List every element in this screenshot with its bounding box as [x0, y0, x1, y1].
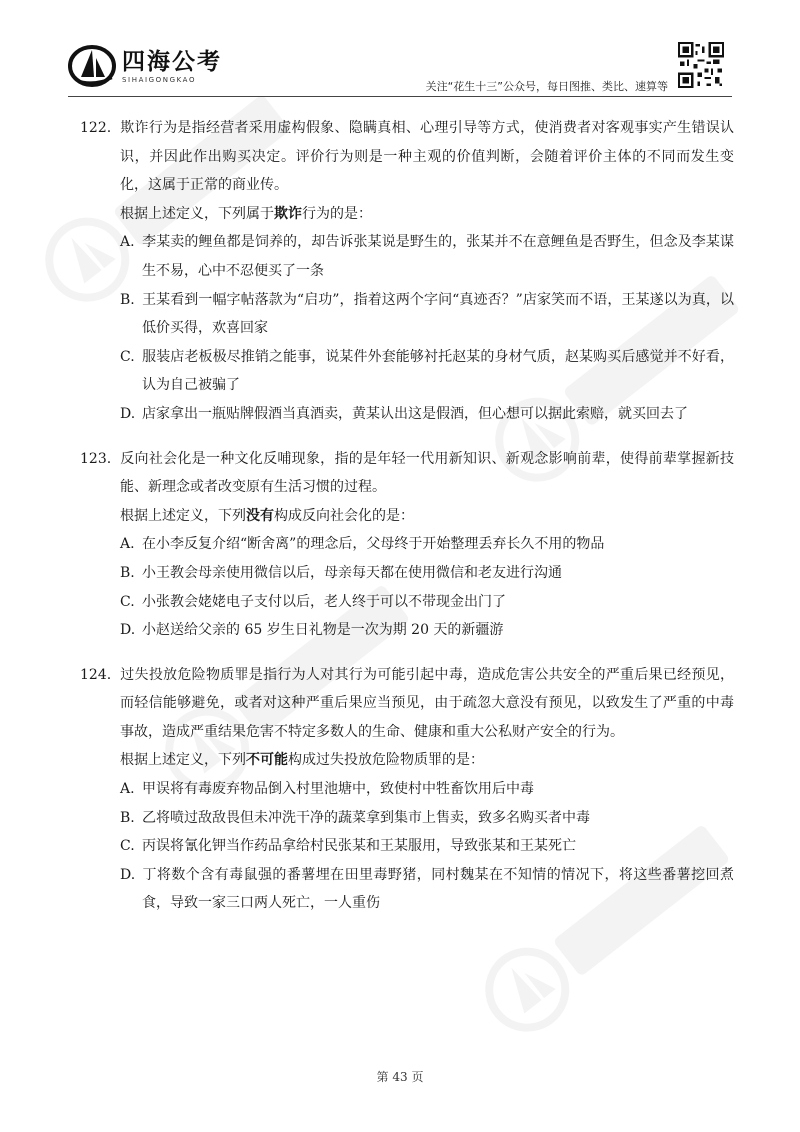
- option-letter: D.: [120, 866, 136, 883]
- option-letter: B.: [120, 809, 135, 826]
- option-text: 李某卖的鲤鱼都是饲养的，却告诉张某说是野生的，张某并不在意鲤鱼是否野生，但念及李某谋生不易，心中不忍便买了一条: [142, 234, 734, 279]
- question-124: [80, 661, 734, 918]
- option-b: [80, 804, 734, 833]
- option-letter: C.: [120, 348, 135, 365]
- question-number: 124.: [80, 666, 112, 683]
- option-a: [80, 530, 734, 559]
- brand-name: 四海公考: [122, 48, 222, 75]
- stem-text: 欺诈行为是指经营者采用虚构假象、隐瞒真相、心理引导等方式，使消费者对客观事实产生错误认识，并因此作出购买决定。评价行为则是一种主观的价值判断，会随着评价主体的不同而发生变化，这属于正常的商业传。: [120, 120, 734, 194]
- option-a: [80, 228, 734, 285]
- option-letter: D.: [120, 622, 136, 639]
- option-text: 王某看到一幅字帖落款为“启功”，指着这两个字问“真迹否？”店家笑而不语，王某遂以为真，以低价买得，欢喜回家: [142, 291, 734, 337]
- brand-subtitle: SIHAIGONGKAO: [122, 75, 197, 84]
- option-letter: A.: [120, 781, 135, 798]
- header-rule: [68, 96, 732, 97]
- question-123: [80, 445, 734, 645]
- question-122: [80, 114, 734, 429]
- option-letter: C.: [120, 593, 135, 610]
- option-letter: A.: [120, 234, 135, 251]
- option-text: 丙误将氰化钾当作药品拿给村民张某和王某服用，导致张某和王某死亡: [142, 838, 576, 855]
- option-b: [80, 559, 734, 588]
- prompt-text: 根据上述定义，下列: [120, 752, 246, 769]
- option-d: [80, 861, 734, 918]
- option-c: [80, 343, 734, 400]
- option-letter: A.: [120, 536, 135, 553]
- prompt-text: 构成反向社会化的是：: [274, 507, 414, 524]
- option-text: 甲误将有毒废弃物品倒入村里池塘中，致使村中牲畜饮用后中毒: [142, 781, 534, 798]
- option-d: [80, 400, 734, 429]
- question-prompt: [80, 746, 734, 775]
- option-c: [80, 588, 734, 617]
- question-stem: [80, 114, 734, 200]
- prompt-text: 构成过失投放危险物质罪的是：: [288, 752, 484, 769]
- question-stem: [80, 661, 734, 747]
- question-stem: [80, 445, 734, 502]
- qr-code-icon: [678, 42, 724, 88]
- stem-text: 反向社会化是一种文化反哺现象，指的是年轻一代用新知识、新观念影响前辈，使得前辈掌握新技能、新理念或者改变原有生活习惯的过程。: [120, 450, 734, 496]
- prompt-text: 行为的是：: [302, 205, 372, 222]
- question-prompt: [80, 502, 734, 531]
- option-text: 小王教会母亲使用微信以后，母亲每天都在使用微信和老友进行沟通: [142, 564, 562, 581]
- question-list: [80, 114, 734, 918]
- page-header: [0, 0, 800, 104]
- prompt-keyword: 没有: [246, 507, 274, 524]
- option-c: [80, 832, 734, 861]
- option-b: [80, 286, 734, 343]
- option-text: 店家拿出一瓶贴牌假酒当真酒卖，黄某认出这是假酒，但心想可以据此索赔，就买回去了: [142, 405, 688, 422]
- question-number: 123.: [80, 450, 112, 467]
- option-text: 小赵送给父亲的 65 岁生日礼物是一次为期 20 天的新疆游: [142, 622, 504, 639]
- option-letter: B.: [120, 564, 135, 581]
- option-text: 在小李反复介绍“断舍离”的理念后，父母终于开始整理丢弃长久不用的物品: [142, 536, 605, 553]
- option-text: 丁将数个含有毒鼠强的番薯埋在田里毒野猪，同村魏某在不知情的情况下，将这些番薯挖回煮食，导致一家三口两人死亡，一人重伤: [142, 866, 734, 912]
- option-text: 服装店老板极尽推销之能事，说某件外套能够衬托赵某的身材气质，赵某购买后感觉并不好看，认为自己被骗了: [142, 348, 734, 394]
- header-slogan: 关注“花生十三”公众号，每日图推、类比、速算等: [425, 80, 668, 93]
- prompt-text: 根据上述定义，下列属于: [120, 205, 274, 222]
- option-a: [80, 775, 734, 804]
- prompt-text: 根据上述定义，下列: [120, 507, 246, 524]
- option-letter: D.: [120, 405, 136, 422]
- prompt-keyword: 欺诈: [274, 205, 302, 222]
- question-number: 122.: [80, 120, 112, 136]
- question-prompt: [80, 200, 734, 229]
- option-text: 小张教会姥姥电子支付以后，老人终于可以不带现金出门了: [142, 593, 506, 610]
- page-number: 第 43 页: [376, 1070, 424, 1084]
- option-text: 乙将喷过敌敌畏但未冲洗干净的蔬菜拿到集市上售卖，致多名购买者中毒: [142, 809, 590, 826]
- prompt-keyword: 不可能: [246, 752, 288, 769]
- option-d: [80, 616, 734, 645]
- option-letter: C.: [120, 838, 135, 855]
- option-letter: B.: [120, 291, 135, 308]
- brand-logo: [68, 44, 222, 88]
- sailboat-logo-icon: [68, 44, 118, 88]
- stem-text: 过失投放危险物质罪是指行为人对其行为可能引起中毒，造成危害公共安全的严重后果已经预见，而轻信能够避免，或者对这种严重后果应当预见，由于疏忽大意没有预见，以致发生了严重的中毒事故，造成严重结果危害不特定多数人的生命、健康和重大公私财产安全的行为。: [120, 666, 734, 740]
